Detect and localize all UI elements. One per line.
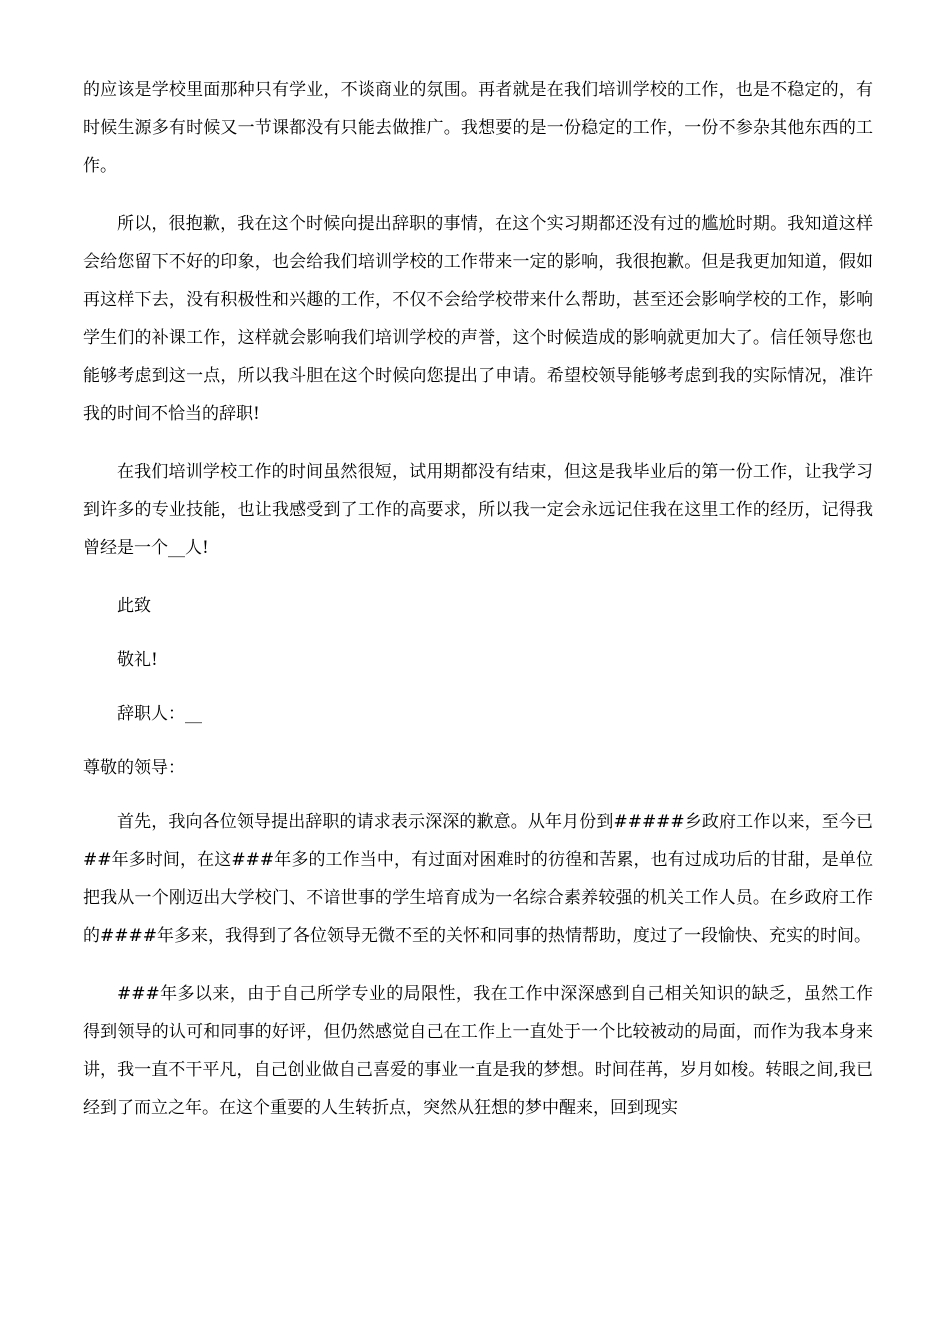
closing-signer: 辞职人：__ (117, 704, 202, 724)
closing-salutation: 此致 (117, 596, 151, 616)
paragraph-2: 所以，很抱歉，我在这个时候向提出辞职的事情，在这个实习期都还没有过的尴尬时期。我知道这样会给您留下不好的印象，也会给我们培训学校的工作带来一定的影响，我很抱歉。但是我更加知道，假如再这样下去，没有积极性和兴趣的工作，不仅不会给学校带来什么帮助，甚至还会影响学校的工作，影响学生们的补课工作，这样就会影响我们培训学校的声誉，这个时候造成的影响就更加大了。信任领导您也能够考虑到这一点，所以我斗胆在这个时候向您提出了申请。希望校领导能够考虑到我的实际情况，准许我的时间不恰当的辞职! (83, 214, 873, 424)
document-page (83, 71, 873, 1147)
paragraph-3: 在我们培训学校工作的时间虽然很短，试用期都没有结束，但这是我毕业后的第一份工作，让我学习到许多的专业技能，也让我感受到了工作的高要求，所以我一定会永远记住我在这里工作的经历，记得我曾经是一个__人! (83, 462, 873, 558)
paragraph-1: 的应该是学校里面那种只有学业，不谈商业的氛围。再者就是在我们培训学校的工作，也是不稳定的，有时候生源多有时候又一节课都没有只能去做推广。我想要的是一份稳定的工作，一份不参杂其他东西的工作。 (83, 80, 873, 176)
second-letter-paragraph-2: ###年多以来，由于自己所学专业的局限性，我在工作中深深感到自己相关知识的缺乏，虽然工作得到领导的认可和同事的好评，但仍然感觉自己在工作上一直处于一个比较被动的局面，而作为我本身来讲，我一直不干平凡，自己创业做自己喜爱的事业一直是我的梦想。时间荏苒，岁月如梭。转眼之间,我已经到了而立之年。在这个重要的人生转折点，突然从狂想的梦中醒来，回到现实 (83, 984, 873, 1118)
second-letter-greeting: 尊敬的领导： (83, 758, 185, 778)
second-letter-paragraph-1: 首先，我向各位领导提出辞职的请求表示深深的歉意。从年月份到#####乡政府工作以来，至今已##年多时间，在这###年多的工作当中，有过面对困难时的彷徨和苦累，也有过成功后的甘甜，是单位把我从一个刚迈出大学校门、不谙世事的学生培育成为一名综合素养较强的机关工作人员。在乡政府工作的####年多来，我得到了各位领导无微不至的关怀和同事的热情帮助，度过了一段愉快、充实的时间。 (83, 812, 873, 946)
closing-respect: 敬礼! (117, 650, 158, 670)
